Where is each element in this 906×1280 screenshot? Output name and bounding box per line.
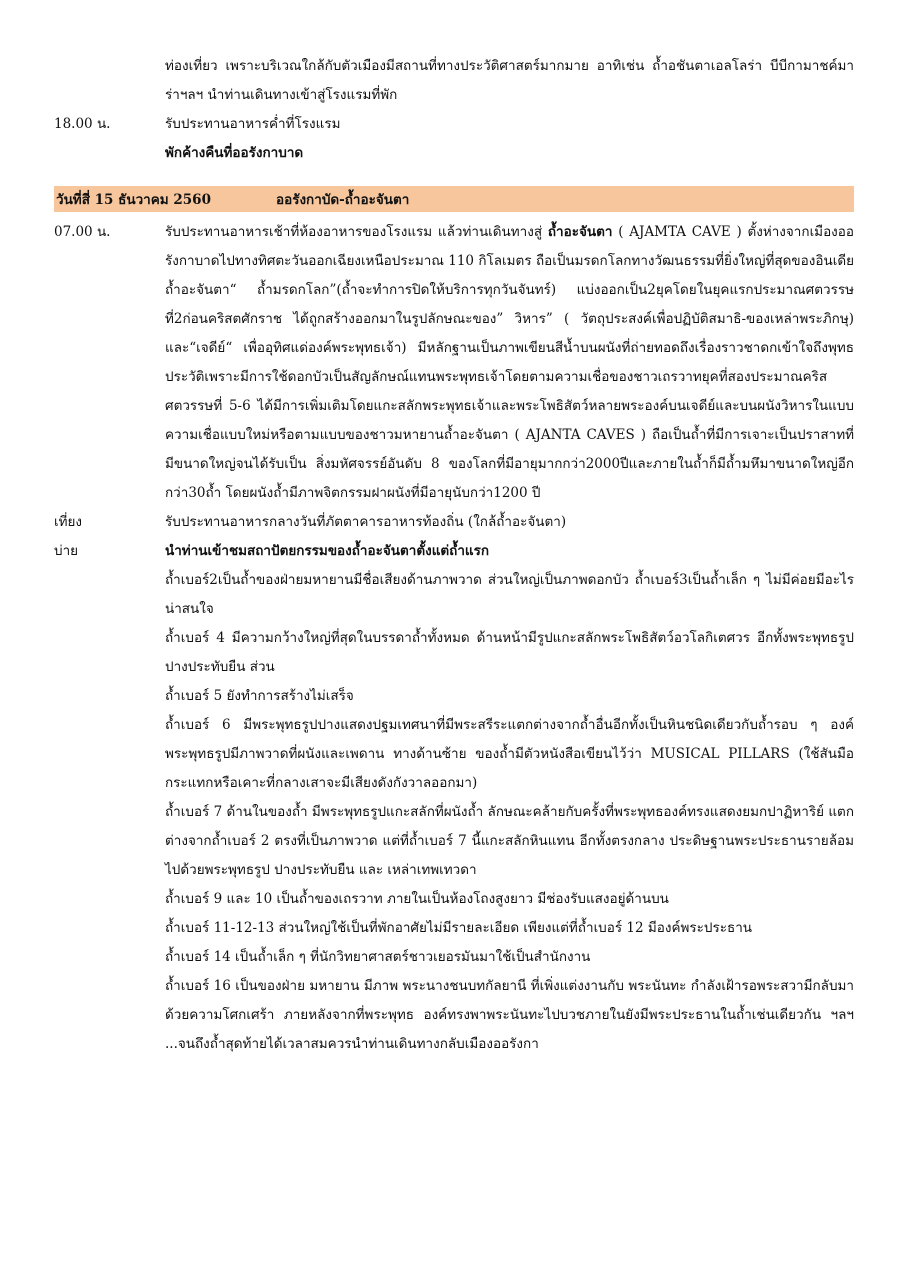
lunch-row [54,508,854,537]
dinner-row [54,110,854,139]
overnight-text: พักค้างคืนที่ออรังกาบาด [165,145,304,161]
continuation-text: ท่องเที่ยว เพราะบริเวณใกล้กับตัวเมืองมีสถานที่ทางประวัติศาสตร์มากมาย อาทิเช่น ถ้ำอชันตาเอลโลร่า บีบีกามาชค์มาร่าฯลฯ นำท่านเดินทางเข้าสู่โรงแรมที่พัก [165,58,854,103]
dinner-text: รับประทานอาหารค่ำที่โรงแรม [165,116,341,132]
lunch-time: เที่ยง [54,514,83,530]
cave-paragraph: ถ้ำเบอร์2เป็นถ้ำของฝ่ายมหายานมีชื่อเสียงด้านภาพวาด ส่วนใหญ่เป็นภาพดอกบัว ถ้ำเบอร์3เป็นถ้ำเล็ก ๆ ไม่มีค่อยมีอะไรน่าสนใจ [165,572,854,617]
cave-paragraph: ถ้ำเบอร์ 7 ด้านในของถ้ำ มีพระพุทธรูปแกะสลักที่ผนังถ้ำ ลักษณะคล้ายกับครั้งที่พระพุทธองค์ทรงแสดงยมกปาฏิหาริย์ แตกต่างจากถ้ำเบอร์ 2 ตรงที่เป็นภาพวาด แต่ที่ถ้ำเบอร์ 7 นี้แกะสลักหินแทน อีกทั้งตรงกลาง ประดิษฐานพระประธานรายล้อมไปด้วยพระพุทธรูป ปางประทับยืน และ เหล่าเทพเทวดา [165,804,854,878]
day-date: วันที่สี่ 15 ธันวาคม 2560 [56,192,211,208]
cave-paragraph: ถ้ำเบอร์ 5 ยังทำการสร้างไม่เสร็จ [165,688,354,704]
cave-paragraph: ถ้ำเบอร์ 6 มีพระพุทธรูปปางแสดงปฐมเทศนาที่มีพระสรีระแตกต่างจากถ้ำอื่นอีกทั้งเป็นหินชนิดเดียวกับถ้ำรอบ ๆ องค์พระพุทธรูปมีภาพวาดที่ผนังและเพดาน ทางด้านซ้าย ของถ้ำมีตัวหนังสือเขียนไว้ว่า MUSICAL PILLARS (ใช้สันมือกระแทกหรือเคาะที่กลางเสาจะมีเสียงดังกังวาลออกมา) [165,717,854,791]
morning-row [54,218,854,508]
morning-intro: รับประทานอาหารเช้าที่ห้องอาหารของโรงแรม แล้วท่านเดินทางสู่ [165,224,548,240]
afternoon-content [165,537,854,1059]
cave-paragraph: ถ้ำเบอร์ 16 เป็นของฝ่าย มหายาน มีภาพ พระนางชนบทกัลยานี ที่เพิ่งแต่งงานกับ พระนันทะ กำลังเฝ้ารอพระสวามีกลับมาด้วยความโศกเศร้า ภายหลังจากที่พระพุทธ องค์ทรงพาพระนันทะไปบวชภายในยังมีพระประธานในถ้ำเช่นเดียวกัน ฯลฯ ...จนถึงถ้ำสุดท้ายได้เวลาสมควรนำท่านเดินทางกลับเมืองออรังกา [165,978,854,1052]
dinner-time: 18.00 น. [54,116,111,132]
itinerary-page [54,52,854,1059]
morning-time: 07.00 น. [54,224,111,240]
morning-highlight: ถ้ำอะจันตา [547,224,613,240]
cave-paragraph: ถ้ำเบอร์ 11-12-13 ส่วนใหญ่ใช้เป็นที่พักอาศัยไม่มีรายละเอียด เพียงแต่ที่ถ้ำเบอร์ 12 มีองค์พระประธาน [165,920,753,936]
lunch-text: รับประทานอาหารกลางวันที่ภัตตาคารอาหารท้องถิ่น (ใกล้ถ้ำอะจันตา) [165,514,567,530]
afternoon-heading: นำท่านเข้าชมสถาปัตยกรรมของถ้ำอะจันตาตั้งแต่ถ้ำแรก [165,543,490,559]
afternoon-time: บ่าย [54,543,79,559]
afternoon-row [54,537,854,1059]
cave-paragraph: ถ้ำเบอร์ 9 และ 10 เป็นถ้ำของเถรวาท ภายในเป็นห้องโถงสูงยาว มีช่องรับแสงอยู่ด้านบน [165,891,669,907]
cave-paragraph: ถ้ำเบอร์ 4 มีความกว้างใหญ่ที่สุดในบรรดาถ้ำทั้งหมด ด้านหน้ามีรูปแกะสลักพระโพธิสัตว์อวโลกิเตศวร อีกทั้งพระพุทธรูปปางประทับยืน ส่วน [165,630,854,675]
morning-description: ( AJAMTA CAVE ) ตั้งห่างจากเมืองออรังกาบาดไปทางทิศตะวันออกเฉียงเหนือประมาณ 110 กิโลเมตร ถือเป็นมรดกโลกทางวัฒนธรรมที่ยิ่งใหญ่ที่สุดของอินเดียถ้ำอะจันตา“ ถ้ำมรดกโลก”(ถ้ำจะทำการปิดให้บริการทุกวันจันทร์) แบ่งออกเป็น2ยุคโดยในยุคแรกประมาณศตวรรษที่2ก่อนคริสตศักราช ได้ถูกสร้างออกมาในรูปลักษณะของ” วิหาร” ( วัตถุประสงค์เพื่อปฏิบัติสมาธิ-ของเหล่าพระภิกษุ) และ“เจดีย์“ เพื่ออุทิศแด่องค์พระพุทธเจ้า) มีหลักฐานเป็นภาพเขียนสีน้ำบนผนังที่ถ่ายทอดถึงเรื่องราวชาดกเข้าใจถึงพุทธประวัติเพราะมีการใช้ดอกบัวเป็นสัญลักษณ์แทนพระพุทธเจ้าโดยตามความเชื่อของชาวเถรวาทยุคที่สองประมาณคริสศตวรรษที่ 5-6 ได้มีการเพิ่มเติมโดยแกะสลักพระพุทธเจ้าและพระโพธิสัตว์หลายพระองค์บนเจดีย์และบนผนังวิหารในแบบความเชื่อแบบใหม่หรือตามแบบของชาวมหายานถ้ำอะจันตา ( AJANTA CAVES ) ถือเป็นถ้ำที่มีการเจาะเป็นปราสาทที่มีขนาดใหญ่จนได้รับเป็น สิ่งมหัศจรรย์อันดับ 8 ของโลกที่มีอายุมากกว่า2000ปีและภายในถ้ำก็มีถ้ำมหึมาขนาดใหญ่อีกกว่า30ถ้ำ โดยผนังถ้ำมีภาพจิตกรรมฝาผนังที่มีอายุนับกว่า1200 ปี [165,224,854,501]
cave-paragraph: ถ้ำเบอร์ 14 เป็นถ้ำเล็ก ๆ ที่นักวิทยาศาสตร์ชาวเยอรมันมาใช้เป็นสำนักงาน [165,949,591,965]
day-route: ออรังกาบัด-ถ้ำอะจันตา [276,192,410,208]
morning-text [165,218,854,508]
day-header [54,186,854,212]
continuation-row [54,52,854,110]
overnight-row [54,139,854,168]
